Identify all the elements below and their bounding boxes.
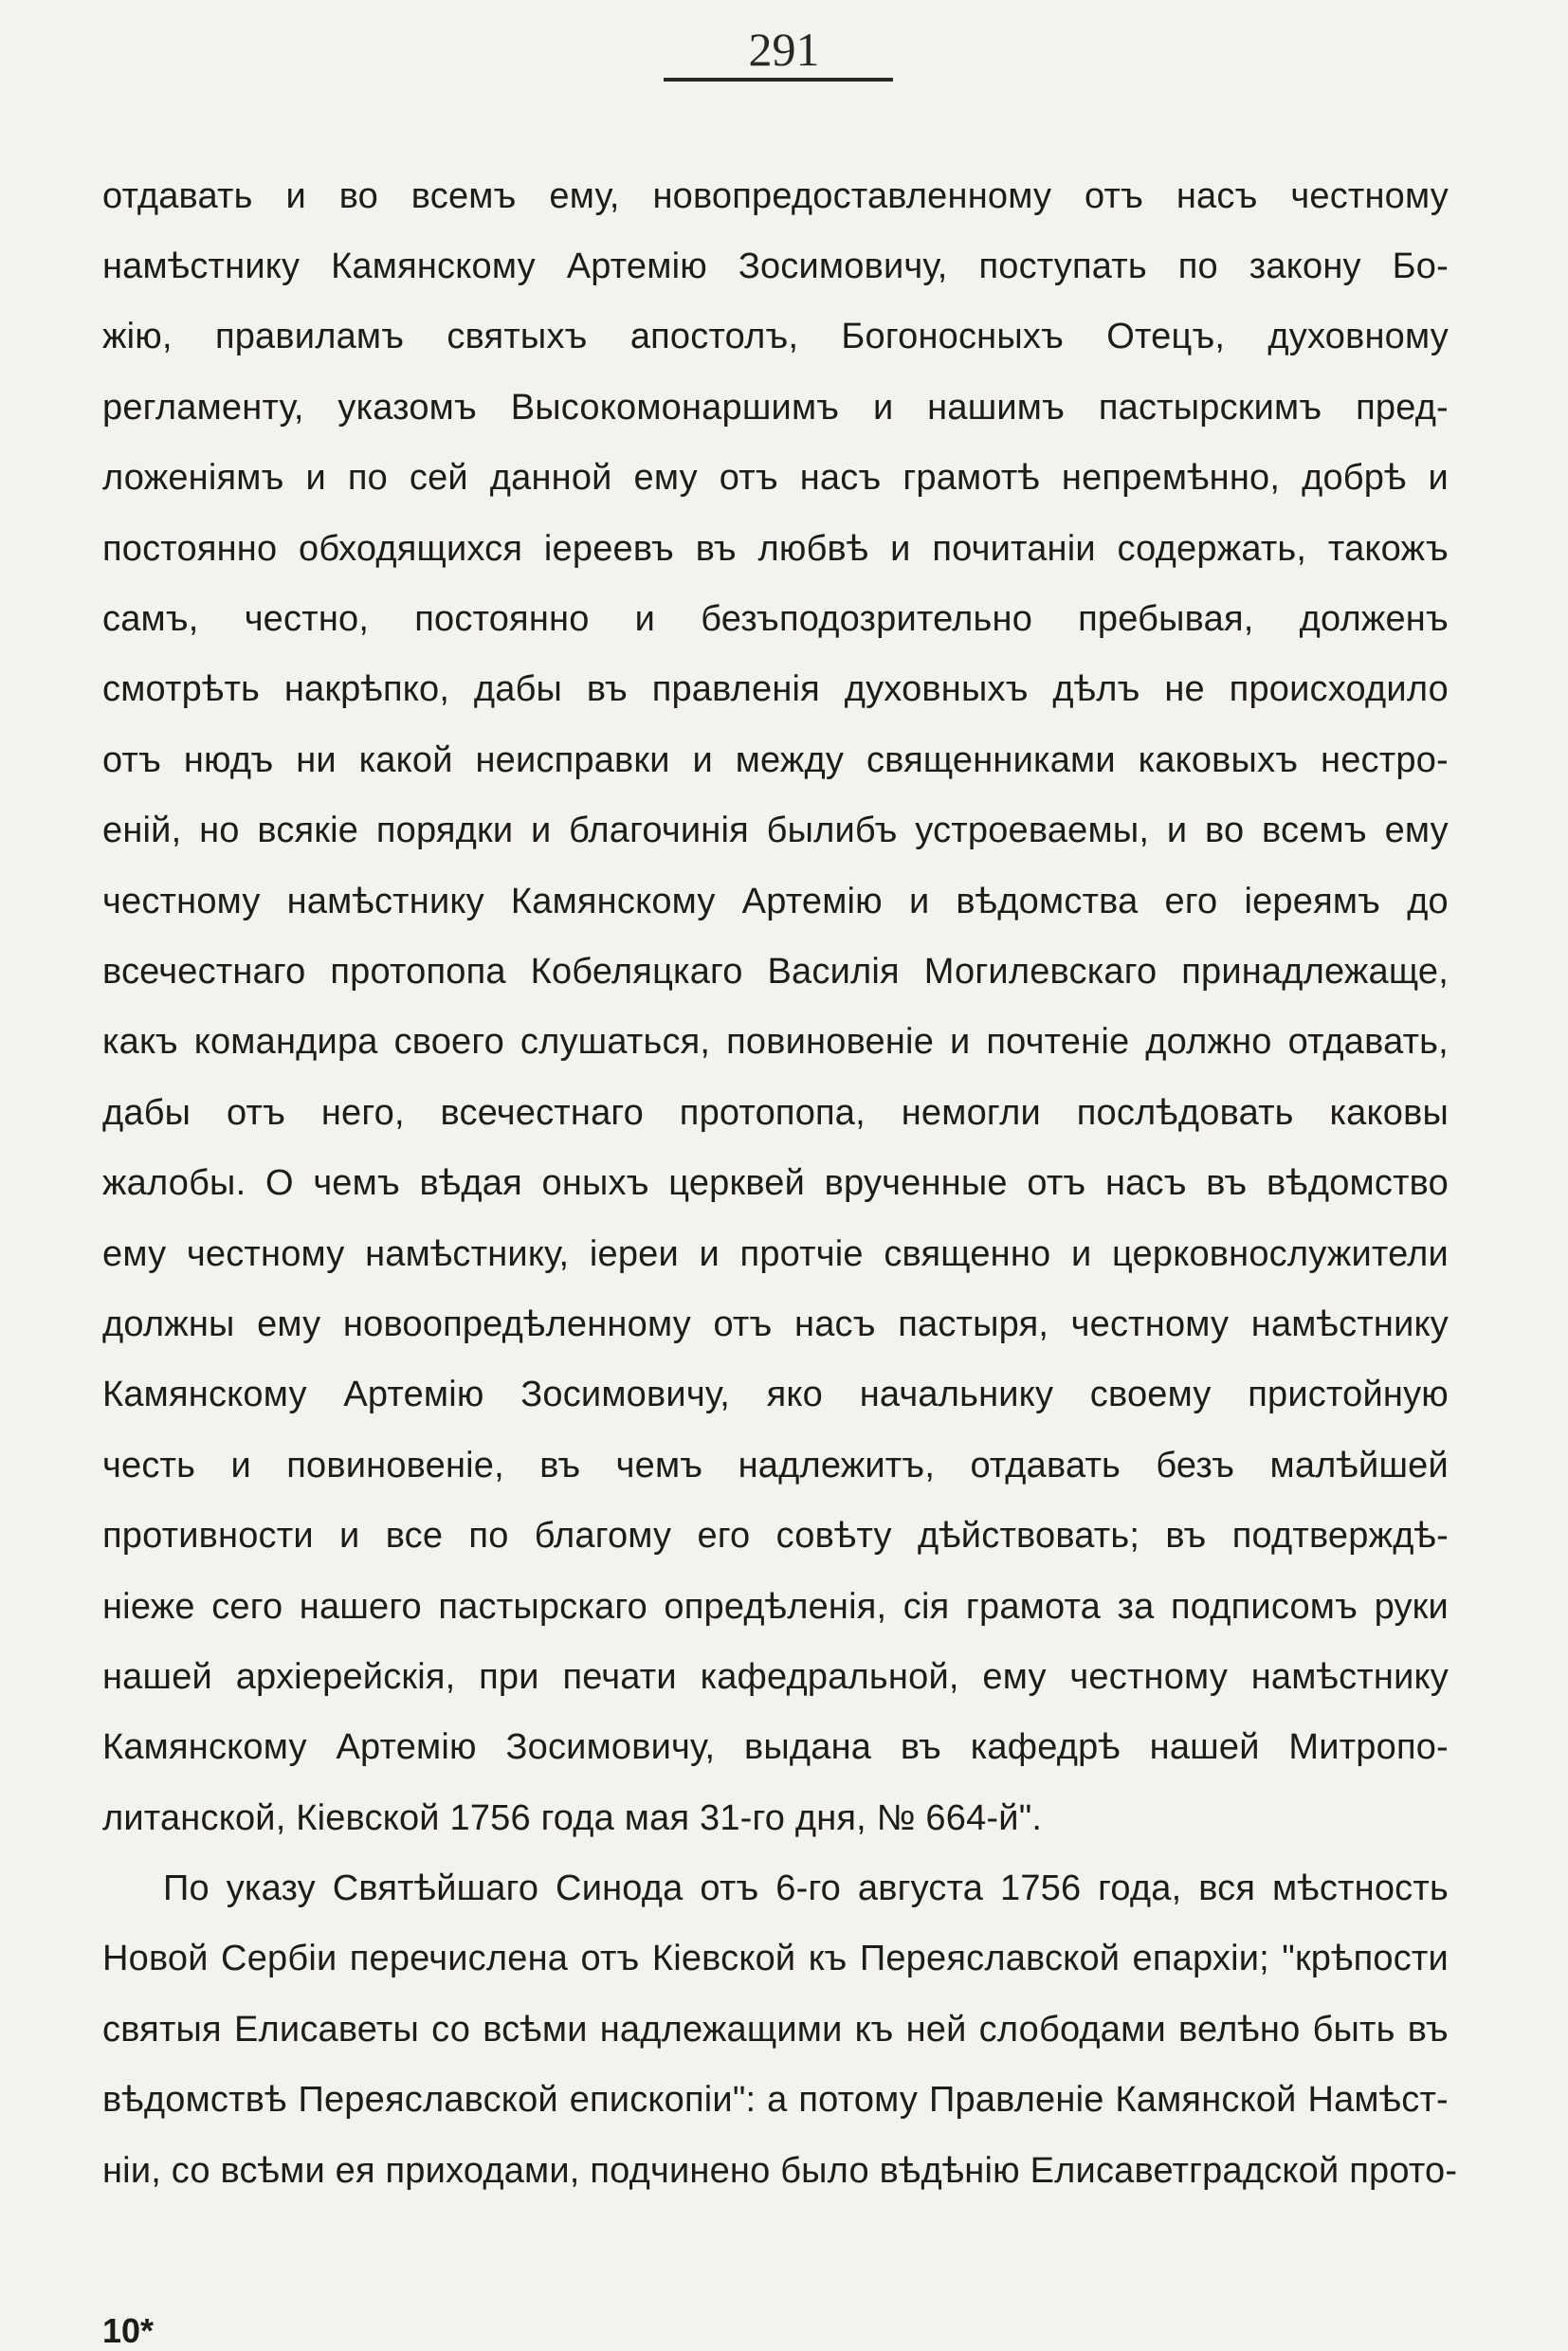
text-line: намѣстнику Камянскому Артемію Зосимовичу, поступать по закону Бо- xyxy=(102,246,1449,287)
text-line: жію, правиламъ святыхъ апостолъ, Богоносныхъ Отецъ, духовному xyxy=(102,317,1449,357)
text-line: честь и повиновеніе, въ чемъ надлежитъ, отдавать безъ малѣйшей xyxy=(102,1445,1449,1485)
text-line: вѣдомствѣ Переяславской епископіи": а потому Правленіе Камянской Намѣст- xyxy=(102,2080,1449,2121)
signature-mark: 10* xyxy=(102,2311,155,2350)
text-line: жалобы. О чемъ вѣдая оныхъ церквей врученные отъ насъ въ вѣдомство xyxy=(102,1163,1449,1204)
text-line: отъ нюдъ ни какой неисправки и между священниками каковыхъ нестро- xyxy=(102,739,1449,780)
text-line: ніи, со всѣми ея приходами, подчинено было вѣдѣнію Елисаветградской прото- xyxy=(102,2150,1458,2191)
text-line: отдавать и во всемъ ему, новопредоставленному отъ насъ честному xyxy=(102,175,1449,216)
text-line: всечестнаго протопопа Кобеляцкаго Василія Могилевскаго принадлежаще, xyxy=(102,951,1449,992)
text-line: честному намѣстнику Камянскому Артемію и вѣдомства его іереямъ до xyxy=(102,881,1449,921)
text-line: самъ, честно, постоянно и безъподозрительно пребывая, долженъ xyxy=(102,599,1449,640)
text-line: смотрѣть накрѣпко, дабы въ правленія духовныхъ дѣлъ не происходило xyxy=(102,669,1449,710)
text-line: ложеніямъ и по сей данной ему отъ насъ грамотѣ непремѣнно, добрѣ и xyxy=(102,458,1449,499)
text-line: ему честному намѣстнику, іереи и протчіе священно и церковнослужители xyxy=(102,1233,1449,1274)
body-text xyxy=(102,161,1458,2206)
text-line: какъ командира своего слушаться, повиновеніе и почтеніе должно отдавать, xyxy=(102,1022,1449,1063)
text-line: постоянно обходящихся іереевъ въ любвѣ и почитаніи содержать, такожъ xyxy=(102,528,1449,569)
paragraph-2 xyxy=(102,1853,1458,2206)
paragraph-1 xyxy=(102,161,1449,1853)
text-line: Новой Сербіи перечислена отъ Кіевской къ Переяславской епархіи; "крѣпости xyxy=(102,1939,1449,1979)
text-line: регламенту, указомъ Высокомонаршимъ и нашимъ пастырскимъ пред- xyxy=(102,387,1449,428)
text-line: должны ему новоопредѣленному отъ насъ пастыря, честному намѣстнику xyxy=(102,1303,1449,1344)
text-line: противности и все по благому его совѣту дѣйствовать; въ подтверждѣ- xyxy=(102,1516,1449,1557)
text-line: еній, но всякіе порядки и благочинія былибъ устроеваемы, и во всемъ ему xyxy=(102,811,1449,851)
text-line: дабы отъ него, всечестнаго протопопа, немогли послѣдовать каковы xyxy=(102,1092,1449,1133)
text-line: По указу Святѣйшаго Синода отъ 6-го августа 1756 года, вся мѣстность xyxy=(163,1868,1449,1909)
page-number: 291 xyxy=(748,23,820,76)
text-line: ніеже сего нашего пастырскаго опредѣленія, сія грамота за подписомъ руки xyxy=(102,1586,1449,1627)
text-line: нашей архіерейскія, при печати кафедральной, ему честному намѣстнику xyxy=(102,1656,1449,1697)
text-line: литанской, Кіевской 1756 года мая 31-го дня, № 664-й". xyxy=(102,1797,1043,1838)
text-line: святыя Елисаветы со всѣми надлежащими къ ней слободами велѣно быть въ xyxy=(102,2009,1449,2050)
text-line: Камянскому Артемію Зосимовичу, выдана въ кафедрѣ нашей Митропо- xyxy=(102,1727,1449,1768)
text-line: Камянскому Артемію Зосимовичу, яко начальнику своему пристойную xyxy=(102,1375,1449,1415)
page-number-rule xyxy=(664,78,893,82)
